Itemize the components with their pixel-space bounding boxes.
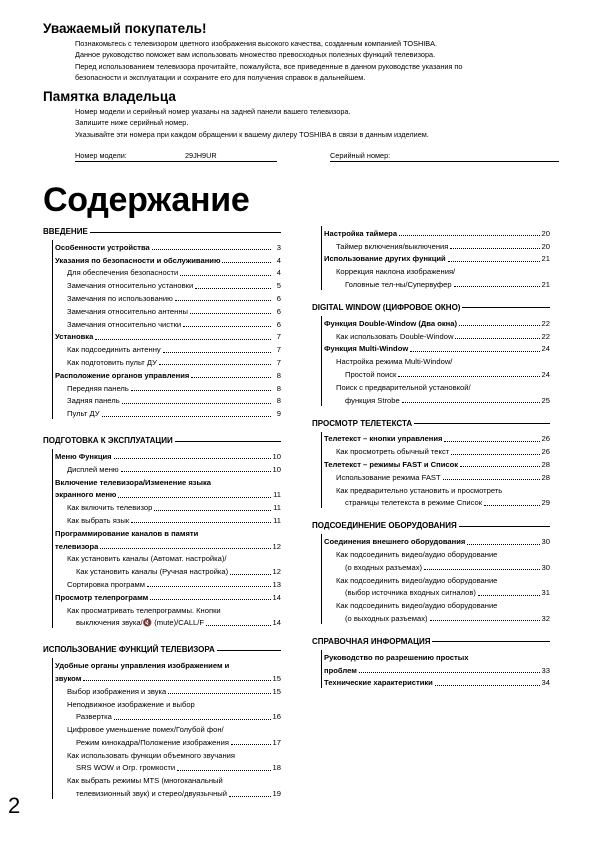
toc-entry[interactable] — [324, 444, 550, 457]
toc-entry[interactable] — [324, 457, 550, 470]
toc-entry-page: 10 — [272, 464, 281, 474]
toc-entry-page: 22 — [541, 331, 550, 341]
toc-section — [43, 435, 281, 628]
toc-entry[interactable] — [55, 684, 281, 697]
toc-entry-title: Режим кинокадра/Положение изображения — [76, 737, 229, 747]
toc-entry[interactable] — [324, 611, 550, 624]
toc-entry-leader — [131, 390, 271, 391]
toc-entry[interactable] — [55, 488, 281, 501]
toc-entry-title: Развертка — [76, 712, 112, 722]
toc-entry[interactable] — [55, 603, 281, 616]
toc-entry[interactable] — [55, 330, 281, 343]
toc-entry-leader — [122, 403, 271, 404]
toc-entry-page: 19 — [272, 789, 281, 799]
toc-section-heading — [43, 435, 281, 446]
toc-entry[interactable] — [55, 304, 281, 317]
toc-entry-title: Использование других функций — [324, 254, 446, 264]
toc-entry-leader — [190, 313, 271, 314]
toc-entry-page: 7 — [276, 332, 281, 342]
toc-section — [312, 302, 550, 406]
toc-entry-title: Для обеспечения безопасности — [67, 268, 179, 278]
toc-entry-title: Задняя панель — [67, 396, 120, 406]
owner-memo-title: Памятка владельца — [43, 89, 176, 104]
toc-entry-title: Коррекция наклона изображения/ — [336, 267, 456, 277]
toc-entry[interactable] — [55, 658, 281, 671]
section-heading-rule — [432, 641, 550, 642]
toc-entry-title: Головные тел-ны/Супервуфер — [345, 279, 452, 289]
toc-entry-leader — [448, 261, 540, 262]
toc-entry-page: 30 — [541, 562, 550, 572]
toc-entry-leader — [430, 620, 540, 621]
toc-entry-page: 29 — [541, 498, 550, 508]
toc-entry-title: Как предварительно установить и просмотреть — [336, 485, 503, 495]
toc-right-column — [312, 226, 550, 688]
toc-entry-title: выключения звука/🔇 (mute)/CALL/F — [76, 618, 205, 628]
toc-entry-title: Замечания относительно установки — [67, 281, 194, 291]
toc-entry[interactable] — [324, 329, 550, 342]
toc-entry[interactable] — [55, 773, 281, 786]
toc-entry-title: Удобные органы управления изображением и — [55, 661, 230, 671]
toc-entry-leader — [206, 625, 271, 626]
toc-entry-page: 20 — [541, 228, 550, 238]
toc-entry[interactable] — [324, 226, 550, 239]
toc-entry-page: 15 — [272, 673, 281, 683]
toc-entry-leader — [460, 466, 539, 467]
toc-section-entries — [321, 650, 550, 688]
toc-entry-leader — [359, 672, 540, 673]
toc-entry-leader — [159, 364, 271, 365]
toc-entry[interactable] — [324, 432, 550, 445]
toc-entry[interactable] — [55, 735, 281, 748]
toc-entry-page: 12 — [272, 541, 281, 551]
toc-entry-leader — [131, 522, 271, 523]
toc-entry-page: 24 — [541, 344, 550, 354]
toc-entry[interactable] — [55, 394, 281, 407]
toc-entry-leader — [399, 235, 540, 236]
toc-entry-page: 15 — [272, 686, 281, 696]
toc-entry-page: 6 — [276, 306, 281, 316]
toc-entry-leader — [398, 376, 539, 377]
toc-entry-leader — [147, 586, 271, 587]
toc-entry-title: Функция Multi-Window — [324, 344, 409, 354]
toc-section — [43, 644, 281, 799]
toc-entry-leader — [231, 744, 271, 745]
toc-entry-page: 8 — [276, 383, 281, 393]
toc-entry-leader — [444, 441, 539, 442]
toc-entry-leader — [152, 249, 271, 250]
toc-entry[interactable] — [55, 266, 281, 279]
toc-section-heading — [312, 520, 550, 531]
toc-section-entries — [321, 226, 550, 290]
toc-entry-title: Использование режима FAST — [336, 472, 441, 482]
toc-entry-page: 4 — [276, 268, 281, 278]
toc-section-entries — [321, 316, 550, 406]
toc-entry-page: 14 — [272, 592, 281, 602]
toc-entry[interactable] — [55, 722, 281, 735]
toc-entry[interactable] — [324, 496, 550, 509]
toc-entry-title: Дисплей меню — [67, 464, 119, 474]
toc-entry-title: Как подсоединить видео/аудио оборудование — [336, 601, 498, 611]
owner-memo-line: Запишите ниже серийный номер. — [75, 118, 189, 128]
toc-entry[interactable] — [55, 291, 281, 304]
page-number: 2 — [8, 793, 21, 818]
toc-entry[interactable] — [324, 264, 550, 277]
toc-entry[interactable] — [55, 748, 281, 761]
toc-entry-title: (о выходных разъемах) — [345, 613, 428, 623]
toc-entry-title: Как включить телевизор — [67, 503, 153, 513]
toc-entry[interactable] — [55, 355, 281, 368]
toc-entry-page: 17 — [272, 737, 281, 747]
toc-entry-title: Неподвижное изображение и выбор — [67, 699, 195, 709]
toc-entry[interactable] — [55, 500, 281, 513]
toc-entry[interactable] — [55, 761, 281, 774]
toc-entry-title: Как подготовить пульт ДУ — [67, 357, 157, 367]
dear-customer-line: безопасности и эксплуатации и сохраните его для получения справок в дальнейшем. — [75, 72, 366, 82]
toc-entry-leader — [230, 574, 270, 575]
serial-number-label: Серийный номер: — [330, 151, 391, 160]
toc-entry[interactable] — [324, 252, 550, 265]
toc-entry-title: Замечания относительно антенны — [67, 306, 188, 316]
toc-entry-leader — [183, 326, 271, 327]
toc-entry-title: Как установить каналы (Автомат. настройка)/ — [67, 554, 227, 564]
toc-entry-leader — [100, 548, 270, 549]
toc-entry-leader — [450, 248, 539, 249]
toc-entry-leader — [410, 351, 539, 352]
toc-entry-title: Просмотр телепрограмм — [55, 592, 149, 602]
toc-entry-leader — [102, 416, 271, 417]
section-heading-rule — [175, 441, 281, 442]
toc-entry-page: 25 — [541, 395, 550, 405]
toc-entry[interactable] — [324, 560, 550, 573]
toc-entry[interactable] — [324, 573, 550, 586]
toc-entry-title: экранного меню — [55, 490, 117, 500]
toc-entry-title: Таймер включения/выключения — [336, 241, 449, 251]
owner-memo-text — [75, 106, 555, 140]
toc-entry-leader — [454, 286, 540, 287]
toc-section — [43, 226, 281, 419]
dear-customer-line: Перед использованием телевизора прочитайте, пожалуйста, все приведенные в данном руководстве указания по — [75, 61, 463, 71]
toc-entry-title: Как подсоединить видео/аудио оборудование — [336, 549, 498, 559]
toc-section-entries — [321, 432, 550, 509]
toc-entry-page: 7 — [276, 357, 281, 367]
toc-entry-title: Включение телевизора/Изменение языка — [55, 477, 212, 487]
toc-section-heading-text: ПОДСОЕДИНЕНИЕ ОБОРУДОВАНИЯ — [312, 521, 457, 531]
toc-entry-page: 31 — [541, 588, 550, 598]
toc-entry-leader — [121, 471, 271, 472]
toc-entry-title: Замечания по использованию — [67, 293, 173, 303]
toc-entry[interactable] — [55, 671, 281, 684]
toc-entry-page: 32 — [541, 613, 550, 623]
toc-entry-title: Настройка таймера — [324, 228, 398, 238]
toc-entry-title: Как просматривать телепрограммы. Кнопки — [67, 605, 221, 615]
toc-section — [312, 418, 550, 509]
toc-title: Содержание — [43, 181, 250, 219]
toc-section-entries — [52, 449, 281, 628]
toc-entry-leader — [118, 497, 271, 498]
toc-entry[interactable] — [324, 367, 550, 380]
toc-entry-title: Как выбрать режимы MTS (многоканальный — [67, 776, 223, 786]
toc-section — [312, 636, 550, 688]
section-heading-rule — [462, 307, 550, 308]
toc-entry-title: Передняя панель — [67, 383, 129, 393]
toc-entry-title: Поиск с предварительной установкой/ — [336, 382, 471, 392]
toc-entry-title: Руководство по разрешению простых — [324, 652, 469, 662]
toc-entry-leader — [484, 505, 540, 506]
toc-entry-title: Как подсоединить антенну — [67, 345, 161, 355]
section-heading-rule — [217, 650, 281, 651]
toc-entry-leader — [467, 544, 539, 545]
toc-entry[interactable] — [55, 710, 281, 723]
toc-entry[interactable] — [324, 650, 550, 663]
toc-entry-leader — [175, 300, 271, 301]
toc-entry-page: 10 — [272, 451, 281, 461]
toc-entry[interactable] — [324, 534, 550, 547]
toc-entry[interactable] — [55, 317, 281, 330]
toc-entry-page: 6 — [276, 293, 281, 303]
toc-entry[interactable] — [55, 406, 281, 419]
toc-entry[interactable] — [324, 483, 550, 496]
toc-entry-page: 18 — [272, 763, 281, 773]
toc-entry-title: Соединения внешнего оборудования — [324, 537, 466, 547]
toc-entry-title: страницы телетекста в режиме Список — [345, 498, 483, 508]
toc-entry-title: Сортировка программ — [67, 579, 146, 589]
toc-entry[interactable] — [55, 616, 281, 629]
toc-section — [312, 520, 550, 624]
toc-section-entries — [52, 240, 281, 419]
toc-entry-page: 4 — [276, 255, 281, 265]
toc-entry-title: (выбор источника входных сигналов) — [345, 588, 476, 598]
toc-entry-title: Как выбрать язык — [67, 515, 130, 525]
toc-entry-leader — [402, 402, 540, 403]
toc-entry[interactable] — [324, 239, 550, 252]
toc-entry-page: 22 — [541, 318, 550, 328]
section-heading-rule — [90, 232, 281, 233]
toc-entry-page: 12 — [272, 567, 281, 577]
toc-entry[interactable] — [55, 462, 281, 475]
toc-entry-page: 20 — [541, 241, 550, 251]
toc-entry[interactable] — [55, 513, 281, 526]
toc-entry-leader — [83, 680, 270, 681]
toc-entry-leader — [168, 693, 270, 694]
serial-number-underline — [330, 161, 559, 162]
toc-entry[interactable] — [55, 278, 281, 291]
dear-customer-line: Познакомьтесь с телевизором цветного изображения высокого качества, созданным компанией TOSHIBA. — [75, 39, 438, 48]
toc-entry[interactable] — [324, 598, 550, 611]
toc-entry-page: 8 — [276, 396, 281, 406]
owner-memo-line: Номер модели и серийный номер указаны на задней панели вашего телевизора. — [75, 107, 351, 116]
toc-entry[interactable] — [324, 393, 550, 406]
toc-entry-leader — [229, 796, 271, 797]
toc-entry-title: звуком — [55, 673, 82, 683]
toc-entry-leader — [95, 339, 271, 340]
toc-entry-leader — [443, 479, 540, 480]
toc-entry-title: Как подсоединить видео/аудио оборудование — [336, 575, 498, 585]
model-number-label: Номер модели: — [75, 151, 127, 160]
toc-entry-page: 21 — [541, 254, 550, 264]
toc-entry-page: 13 — [272, 579, 281, 589]
toc-entry-leader — [163, 352, 271, 353]
toc-section-heading — [43, 644, 281, 655]
toc-entry-page: 9 — [276, 409, 281, 419]
toc-entry-title: Как использовать Double-Window — [336, 331, 454, 341]
toc-entry[interactable] — [55, 590, 281, 603]
toc-entry[interactable] — [55, 342, 281, 355]
toc-section-heading-text: ПОДГОТОВКА К ЭКСПЛУАТАЦИИ — [43, 436, 173, 446]
toc-entry-title: Телетекст – режимы FAST и Список — [324, 459, 459, 469]
toc-entry-page: 3 — [276, 242, 281, 252]
section-heading-rule — [459, 526, 550, 527]
toc-entry-page: 14 — [272, 618, 281, 628]
toc-section-heading-text: СПРАВОЧНАЯ ИНФОРМАЦИЯ — [312, 636, 431, 646]
toc-entry[interactable] — [55, 697, 281, 710]
toc-entry-leader — [177, 770, 270, 771]
toc-section-entries — [321, 534, 550, 624]
toc-entry[interactable] — [55, 786, 281, 799]
toc-section-heading-text: ИСПОЛЬЗОВАНИЕ ФУНКЦИЙ ТЕЛЕВИЗОРА — [43, 645, 215, 655]
toc-entry[interactable] — [324, 547, 550, 560]
toc-entry-title: Настройка режима Multi-Window/ — [336, 357, 453, 367]
toc-entry[interactable] — [324, 663, 550, 676]
toc-entry-page: 28 — [541, 472, 550, 482]
model-serial-row — [75, 151, 559, 162]
toc-entry-page: 6 — [276, 319, 281, 329]
toc-entry-title: Меню Функция — [55, 451, 112, 461]
toc-entry[interactable] — [324, 316, 550, 329]
toc-section-heading-text: DIGITAL WINDOW (ЦИФРОВОЕ ОКНО) — [312, 302, 461, 312]
toc-section-heading — [312, 636, 550, 647]
toc-entry-leader — [435, 685, 540, 686]
toc-entry[interactable] — [55, 577, 281, 590]
toc-entry-page: 11 — [273, 503, 281, 513]
toc-entry-page: 7 — [276, 345, 281, 355]
toc-entry[interactable] — [55, 368, 281, 381]
section-heading-rule — [414, 423, 550, 424]
toc-entry[interactable] — [324, 342, 550, 355]
toc-entry-page: 21 — [541, 279, 550, 289]
toc-entry-title: Как просмотреть обычный текст — [336, 447, 450, 457]
toc-left-column — [43, 226, 281, 799]
toc-entry-page: 26 — [541, 447, 550, 457]
toc-entry-leader — [150, 599, 270, 600]
toc-entry-title: Особенности устройства — [55, 242, 150, 252]
toc-entry-page: 24 — [541, 369, 550, 379]
toc-entry[interactable] — [55, 552, 281, 565]
toc-entry[interactable] — [324, 470, 550, 483]
toc-entry-leader — [195, 288, 271, 289]
toc-entry[interactable] — [55, 475, 281, 488]
toc-section-entries — [52, 658, 281, 799]
toc-section-heading-text: ВВЕДЕНИЕ — [43, 227, 88, 236]
toc-entry-title: Программирование каналов в памяти — [55, 528, 199, 538]
toc-entry-title: (о входных разъемах) — [345, 562, 423, 572]
toc-entry-leader — [114, 719, 271, 720]
toc-entry-leader — [222, 262, 271, 263]
toc-entry-page: 33 — [541, 665, 550, 675]
toc-entry-title: Замечания относительно чистки — [67, 319, 182, 329]
model-number-underline — [75, 161, 277, 162]
toc-section-heading — [312, 418, 550, 429]
toc-entry-leader — [451, 454, 539, 455]
toc-entry-page: 8 — [276, 370, 281, 380]
toc-entry-title: Простой поиск — [345, 369, 397, 379]
toc-entry-title: Как использовать функции объемного звучания — [67, 750, 235, 760]
toc-entry-title: проблем — [324, 665, 357, 675]
toc-entry-page: 16 — [272, 712, 281, 722]
toc-entry-title: Функция Double-Window (Два окна) — [324, 318, 457, 328]
dear-customer-text — [75, 38, 555, 83]
toc-entry[interactable] — [55, 253, 281, 266]
toc-entry-page: 30 — [541, 537, 550, 547]
toc-entry-leader — [114, 458, 271, 459]
toc-section-heading — [43, 226, 281, 237]
toc-section-heading-text: ПРОСМОТР ТЕЛЕТЕКСТА — [312, 418, 413, 428]
toc-entry[interactable] — [55, 381, 281, 394]
toc-entry-title: Как установить каналы (Ручная настройка) — [76, 567, 229, 577]
toc-entry[interactable] — [55, 539, 281, 552]
toc-entry[interactable] — [324, 277, 550, 290]
toc-entry-title: Пульт ДУ — [67, 409, 100, 419]
toc-entry[interactable] — [324, 354, 550, 367]
toc-entry-page: 11 — [273, 515, 281, 525]
dear-customer-line: Данное руководство поможет вам использовать множество превосходных полезных функций телевизора. — [75, 50, 436, 60]
owner-memo-line: Указывайте эти номера при каждом обращении к вашему дилеру TOSHIBA в связи в данным изделием. — [75, 129, 429, 139]
toc-section-heading — [312, 302, 550, 313]
toc-entry-leader — [478, 595, 540, 596]
toc-entry-page: 28 — [541, 459, 550, 469]
toc-entry-leader — [455, 338, 539, 339]
toc-entry-title: телевизора — [55, 541, 99, 551]
toc-entry-page: 34 — [541, 678, 550, 688]
toc-entry-title: SRS WOW и Огр. громкости — [76, 763, 176, 773]
toc-entry-page: 5 — [276, 281, 281, 291]
toc-entry-title: Телетекст – кнопки управления — [324, 434, 443, 444]
toc-entry-title: Цифровое уменьшение помех/Голубой фон/ — [67, 725, 224, 735]
toc-entry[interactable] — [324, 586, 550, 599]
toc-entry-leader — [180, 275, 271, 276]
toc-entry[interactable] — [55, 449, 281, 462]
toc-entry[interactable] — [55, 564, 281, 577]
toc-entry-leader — [459, 325, 540, 326]
toc-entry-title: Выбор изображения и звука — [67, 686, 167, 696]
toc-entry-title: Установка — [55, 332, 94, 342]
toc-entry-leader — [191, 377, 271, 378]
toc-entry-page: 11 — [273, 490, 281, 500]
toc-entry-leader — [424, 569, 539, 570]
toc-entry-leader — [154, 510, 271, 511]
toc-entry-page: 26 — [541, 434, 550, 444]
toc-entry[interactable] — [324, 676, 550, 689]
dear-customer-title: Уважаемый покупатель! — [43, 21, 207, 36]
toc-entry-title: телевизионный звук) и стерео/двуязычный — [76, 789, 227, 799]
toc-entry-title: Технические характеристики — [324, 678, 433, 688]
toc-entry-title: функция Strobe — [345, 395, 400, 405]
toc-entry[interactable] — [324, 380, 550, 393]
toc-entry-title: Расположение органов управления — [55, 370, 190, 380]
toc-section — [312, 226, 550, 290]
toc-entry[interactable] — [55, 240, 281, 253]
toc-entry[interactable] — [55, 526, 281, 539]
model-number-value: 29JH9UR — [185, 151, 217, 160]
toc-entry-title: Указания по безопасности и обслуживанию — [55, 255, 221, 265]
